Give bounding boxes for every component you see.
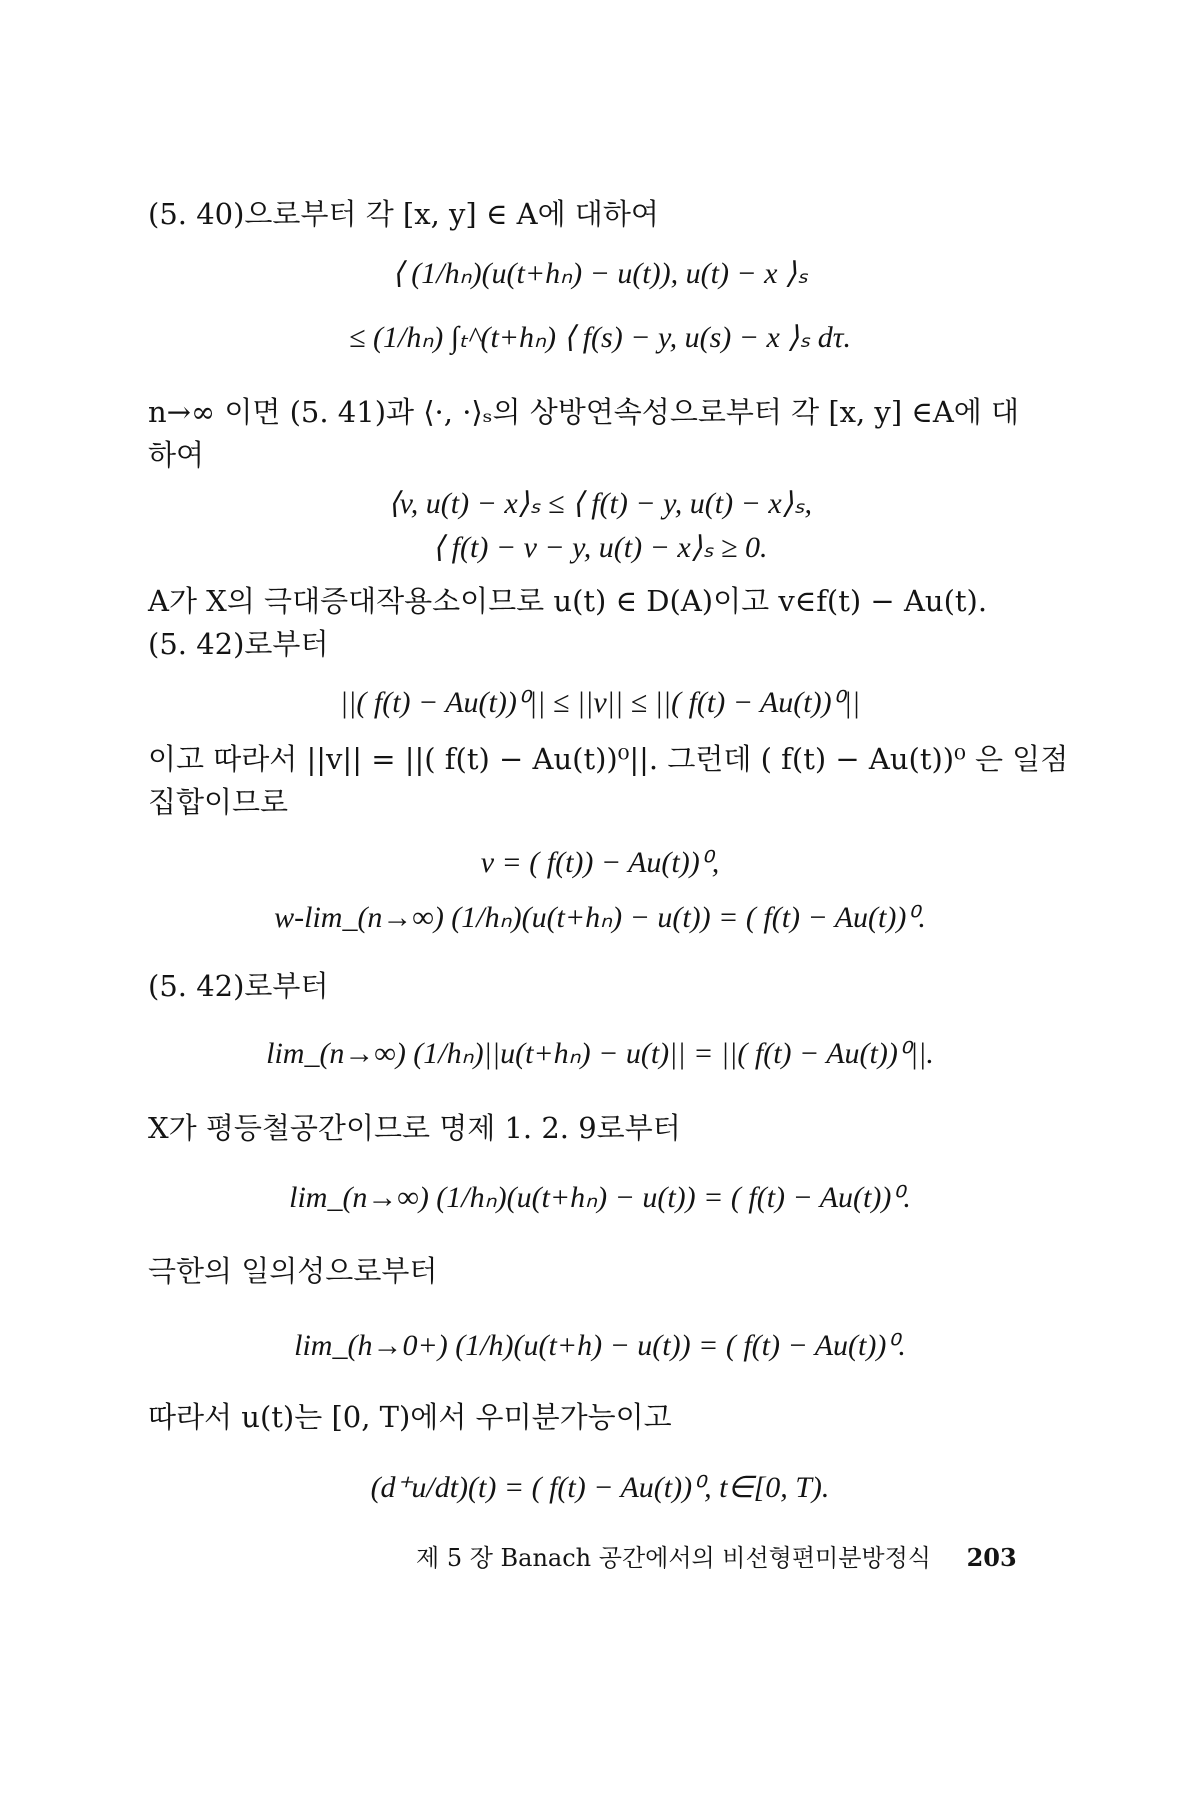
chapter-title: 제 5 장 Banach 공간에서의 비선형편미분방정식 <box>416 1544 931 1572</box>
text-line: 이고 따라서 ||v|| = ||( f(t) − Au(t))⁰||. 그런데 ( f(t) − Au(t))⁰ 은 일점 <box>148 742 1069 776</box>
text-line: (5. 42)로부터 <box>148 969 329 1003</box>
page-number: 203 <box>966 1543 1017 1572</box>
equation: lim_(h→0+) (1/h)(u(t+h) − u(t)) = ( f(t) − Au(t))⁰. <box>294 1329 906 1362</box>
text-line: (5. 42)로부터 <box>148 627 329 661</box>
text-line: n→∞ 이면 (5. 41)과 ⟨·, ·⟩ₛ의 상방연속성으로부터 각 [x, y] ∈A에 대 <box>148 395 1020 429</box>
text-line: 집합이므로 <box>148 785 289 819</box>
equation: ⟨ f(t) − v − y, u(t) − x⟩ₛ ≥ 0. <box>432 531 768 564</box>
text-line: (5. 40)으로부터 각 [x, y] ∈ A에 대하여 <box>148 197 659 231</box>
equation: w-lim_(n→∞) (1/hₙ)(u(t+hₙ) − u(t)) = ( f(t) − Au(t))⁰. <box>274 901 926 934</box>
equation: lim_(n→∞) (1/hₙ)(u(t+hₙ) − u(t)) = ( f(t) − Au(t))⁰. <box>289 1181 911 1214</box>
equation: ≤ (1/hₙ) ∫ₜ^(t+hₙ) ⟨ f(s) − y, u(s) − x ⟩ₛ dτ. <box>349 321 851 354</box>
equation: lim_(n→∞) (1/hₙ)||u(t+hₙ) − u(t)|| = ||( f(t) − Au(t))⁰||. <box>266 1037 934 1070</box>
equation: (d⁺u/dt)(t) = ( f(t) − Au(t))⁰, t∈[0, T). <box>370 1471 830 1504</box>
equation: ⟨ (1/hₙ)(u(t+hₙ) − u(t)), u(t) − x ⟩ₛ <box>392 257 808 290</box>
running-footer <box>416 1540 1017 1576</box>
text-line: X가 평등철공간이므로 명제 1. 2. 9로부터 <box>148 1111 681 1145</box>
text-line: 하여 <box>148 438 205 472</box>
text-line: A가 X의 극대증대작용소이므로 u(t) ∈ D(A)이고 v∈f(t) − Au(t). <box>148 584 988 618</box>
equation: ||( f(t) − Au(t))⁰|| ≤ ||v|| ≤ ||( f(t) − Au(t))⁰|| <box>339 686 861 719</box>
equation: v = ( f(t)) − Au(t))⁰, <box>480 846 720 879</box>
equation: ⟨v, u(t) − x⟩ₛ ≤ ⟨ f(t) − y, u(t) − x⟩ₛ, <box>387 487 813 520</box>
text-line: 극한의 일의성으로부터 <box>148 1254 438 1288</box>
text-line: 따라서 u(t)는 [0, T)에서 우미분가능이고 <box>148 1400 672 1434</box>
